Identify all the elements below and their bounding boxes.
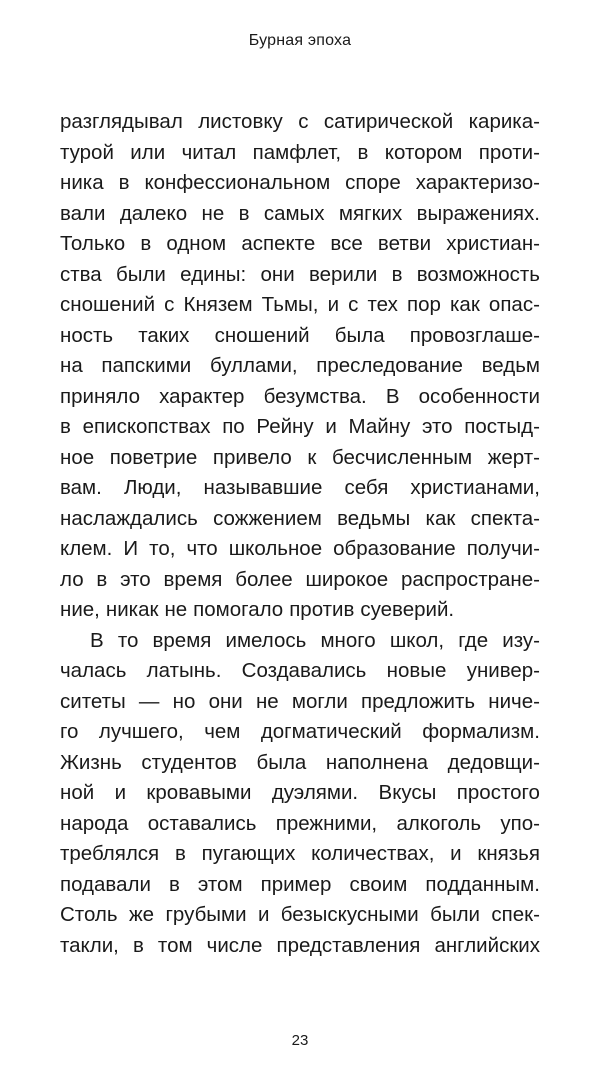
word: себя [344,476,389,499]
word: с [348,293,359,316]
word: приняло [60,384,140,408]
word: ное [60,445,95,469]
word: самых [263,201,325,225]
body-text [60,107,540,961]
word: го [60,720,79,743]
word: мягких [338,201,403,225]
word: проти- [478,140,540,164]
word: против [289,598,355,621]
word: читал [181,140,237,164]
word: вам. [60,476,102,499]
word: где [458,628,489,652]
word: формализм. [422,720,540,743]
word: количествах, [311,842,435,865]
word: тех [367,293,398,316]
word: представления [276,933,421,957]
word: листовку [198,110,283,133]
word: наполнена [325,750,429,774]
word: пор [407,293,441,316]
word: время [163,567,223,591]
text-line [60,260,540,291]
word: могли [291,689,348,713]
word: ло [60,567,84,591]
text-line [60,443,540,474]
word: памфлет, [252,140,342,164]
word: подданным. [425,872,540,896]
word: возможность [416,262,540,286]
word: оставались [147,811,257,835]
word: споре [345,171,401,194]
word: клем. [60,537,113,560]
word: английских [434,933,540,957]
word: как [425,506,456,530]
word: были [115,262,166,286]
word: ситеты [60,689,126,713]
word: безумства. [263,384,367,408]
text-line [60,778,540,809]
word: В [385,384,400,408]
word: но [172,689,196,713]
word: характеризо- [415,171,540,194]
word: в [132,933,144,957]
word: далеко [119,201,188,225]
word: характер [159,384,245,408]
word: разглядывал [60,110,183,133]
word: латынь. [146,659,222,682]
text-line [60,168,540,199]
word: Тьмы, [261,293,319,316]
word: то, [149,537,176,560]
text-line [60,290,540,321]
word: много [320,628,376,652]
word: пугающих [201,842,296,865]
word: это [421,415,453,438]
word: постыд- [464,415,540,438]
word: сношений [214,323,310,347]
word: ведьмы [337,506,411,530]
word: христиан- [446,232,540,255]
word: не [201,201,225,225]
word: аспекте [241,232,316,255]
text-line [60,565,540,596]
word: подавали [60,872,151,896]
word: привело [212,445,292,469]
text-line [60,656,540,687]
word: вали [60,201,106,225]
word: одном [166,232,227,255]
word: особенности [418,384,540,408]
word: поветрие [109,445,198,469]
word: ства [60,262,102,286]
text-line [60,870,540,901]
text-line [60,717,540,748]
word: таких [138,323,190,347]
word: то [117,628,139,652]
word: широкое [305,567,389,591]
word: ветви [377,232,432,255]
running-header: Бурная эпоха [248,32,352,49]
word: грубыми [165,903,247,926]
word: ниче- [488,689,540,713]
word: в [168,872,180,896]
word: догматический [260,720,402,743]
word: более [235,567,293,591]
word: ность [60,323,114,347]
word: своим [349,872,408,896]
word: В [90,628,104,652]
word: Создавались [241,659,367,682]
word: том [157,933,193,957]
word: на [60,354,83,377]
word: дуэлями. [271,781,359,804]
word: Вкусы [378,781,437,804]
word: к [307,445,317,469]
word: бесчисленным [331,445,473,469]
word: предложить [361,689,476,713]
text-line [60,199,540,230]
word: преследование [316,354,463,377]
word: как [450,293,480,316]
word: распростране- [401,567,540,591]
word: опас- [488,293,540,316]
text-line [60,138,540,169]
word: конфессиональном [144,171,331,194]
text-line [60,595,540,626]
word: это [120,567,151,591]
word: была [256,750,307,774]
text-line [60,748,540,779]
word: ника [60,171,104,194]
word: и [114,781,127,804]
text-line [60,687,540,718]
word: и [325,415,337,438]
word: упо- [500,811,540,835]
text-line [60,351,540,382]
word: все [330,232,363,255]
word: имелось [225,628,307,652]
word: такли, [60,933,119,957]
word: карика- [468,110,540,133]
word: треблялся [60,842,160,865]
word: Люди, [123,476,182,499]
word: спек- [491,903,540,926]
word: И [123,537,139,560]
text-line [60,931,540,962]
word: Жизнь [60,750,122,774]
word: алкоголь [396,811,482,835]
word: получи- [466,537,540,560]
text-line [60,473,540,504]
word: буллами, [209,354,298,377]
word: выражениях. [416,201,540,225]
text-line [60,412,540,443]
word: князья [477,842,540,865]
word: ведьм [481,354,540,377]
word: в [174,842,186,865]
word: пример [260,872,332,896]
word: изу- [502,628,540,652]
word: христианами, [410,476,540,499]
text-line [60,107,540,138]
text-line [60,321,540,352]
word: Столь [60,903,118,926]
word: народа [60,811,129,835]
word: не [255,689,279,713]
word: была [334,323,385,347]
word: называвшие [203,476,323,499]
word: или [130,140,166,164]
word: студентов [141,750,237,774]
word: и [257,903,270,926]
text-line [60,504,540,535]
word: не [164,598,188,621]
text-line [60,229,540,260]
word: в [140,232,152,255]
word: спекта- [470,506,540,530]
word: в [357,140,369,164]
word: этом [197,872,243,896]
word: жерт- [487,445,540,469]
word: образование [333,537,456,560]
word: провозглаше- [409,323,540,347]
word: чем [204,720,241,743]
word: время [152,628,212,652]
word: лучшего, [98,720,184,743]
word: с [298,110,309,133]
word: кровавыми [146,781,252,804]
word: они [208,689,243,713]
word: наслаждались [60,506,198,530]
word: в [118,171,130,194]
word: помогало [193,598,284,621]
word: простого [456,781,540,804]
word: универ- [466,659,540,682]
word: Майну [348,415,411,438]
word: никак [105,598,159,621]
word: безыскусными [280,903,419,926]
text-line [60,809,540,840]
word: по [222,415,245,438]
text-line [60,382,540,413]
text-line [60,900,540,931]
word: Только [60,232,126,255]
word: епископствах [82,415,211,438]
word: с [164,293,175,316]
word: школ, [389,628,445,652]
word: сатирической [323,110,454,133]
word: же [128,903,155,926]
word: едины: [180,262,247,286]
word: в [60,415,71,438]
word: и [450,842,462,865]
word: ной [60,781,95,804]
word: Рейну [256,415,314,438]
text-line [60,626,540,657]
word: турой [60,140,114,164]
word: и [327,293,340,316]
word: папскими [101,354,192,377]
word: котором [384,140,463,164]
page-number: 23 [291,1032,309,1049]
word: в [96,567,108,591]
word: дедовщи- [447,750,540,774]
word: чалась [60,659,127,682]
word: сожжением [213,506,322,530]
word: Князем [183,293,253,316]
word: верили [308,262,378,286]
text-line [60,839,540,870]
word: сношений [60,293,156,316]
word: прежними, [275,811,378,835]
word: в [238,201,250,225]
word: — [138,689,160,713]
word: школьное [228,537,323,560]
word: ние, [60,598,100,621]
word: что [186,537,218,560]
word: они [260,262,295,286]
word: в [391,262,403,286]
word: были [430,903,480,926]
text-line [60,534,540,565]
word: новые [386,659,447,682]
word: суеверий. [360,598,455,621]
word: числе [206,933,263,957]
